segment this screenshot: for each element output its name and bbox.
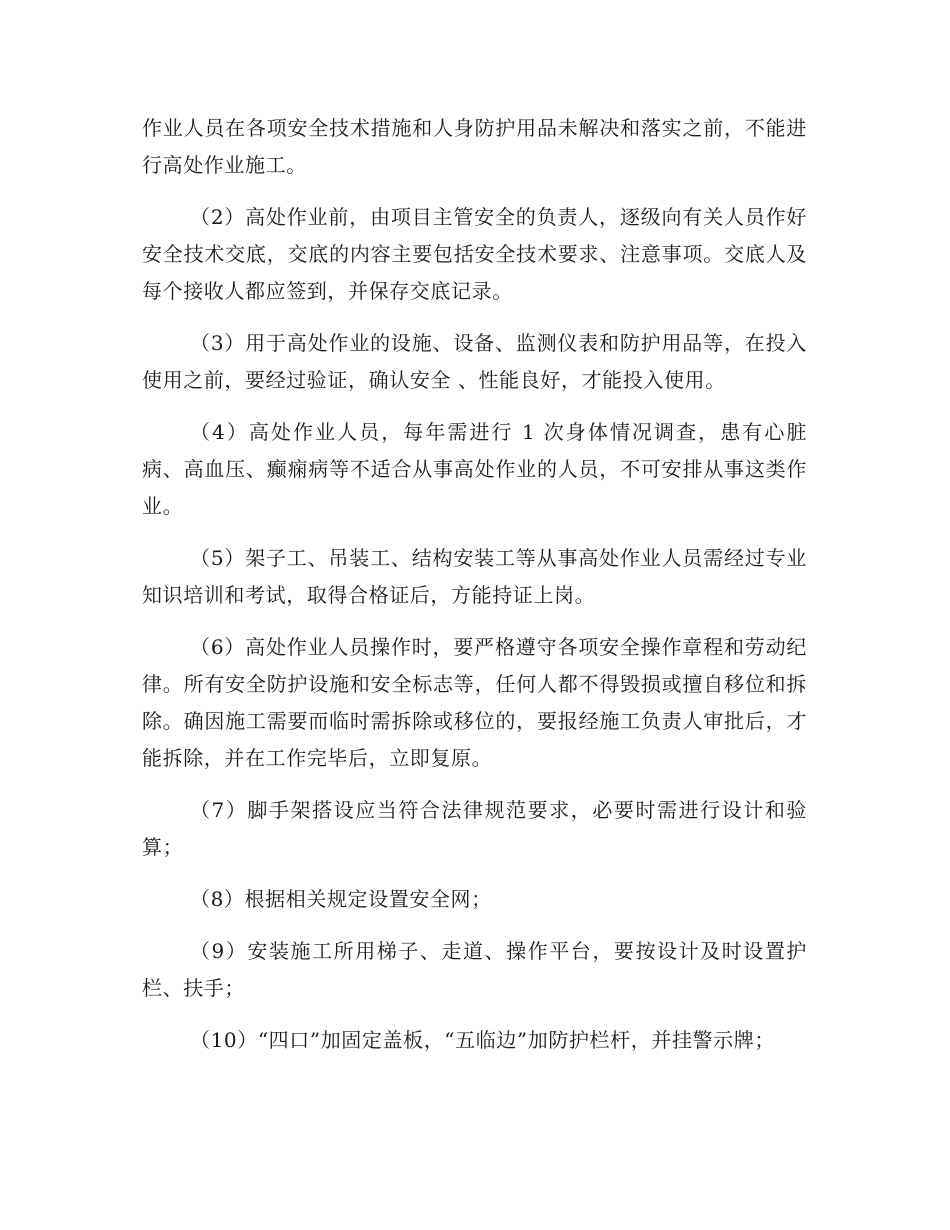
paragraph-item-4: （4）高处作业人员，每年需进行 1 次身体情况调查，患有心脏病、高血压、癫痫病等不适合从事高处作业的人员，不可安排从事这类作业。 [142,420,807,518]
paragraph-item-7: （7）脚手架搭设应当符合法律规范要求，必要时需进行设计和验算； [142,798,807,859]
document-body [142,110,807,1074]
paragraph-item-3: （3）用于高处作业的设施、设备、监测仪表和防护用品等，在投入使用之前，要经过验证，确认安全 、性能良好，才能投入使用。 [142,331,807,392]
paragraph-item-9: （9）安装施工所用梯子、走道、操作平台，要按设计及时设置护栏、扶手； [142,939,807,1000]
paragraph-item-10: （10）“四口”加固定盖板，“五临边”加防护栏杆，并挂警示牌； [190,1028,775,1052]
paragraph-continuation: 作业人员在各项安全技术措施和人身防护用品未解决和落实之前，不能进行高处作业施工。 [142,116,807,177]
paragraph-item-2: （2）高处作业前，由项目主管安全的负责人，逐级向有关人员作好安全技术交底，交底的内容主要包括安全技术要求、注意事项。交底人及每个接收人都应签到，并保存交底记录。 [142,205,807,303]
paragraph-item-6: （6）高处作业人员操作时，要严格遵守各项安全操作章程和劳动纪律。所有安全防护设施和安全标志等，任何人都不得毁损或擅自移位和拆除。确因施工需要而临时需拆除或移位的，要报经施工负责人审批后，才能拆除，并在工作完毕后，立即复原。 [142,635,807,770]
paragraph-item-8: （8）根据相关规定设置安全网； [190,887,492,911]
paragraph-item-5: （5）架子工、吊装工、结构安装工等从事高处作业人员需经过专业知识培训和考试，取得合格证后，方能持证上岗。 [142,546,807,607]
